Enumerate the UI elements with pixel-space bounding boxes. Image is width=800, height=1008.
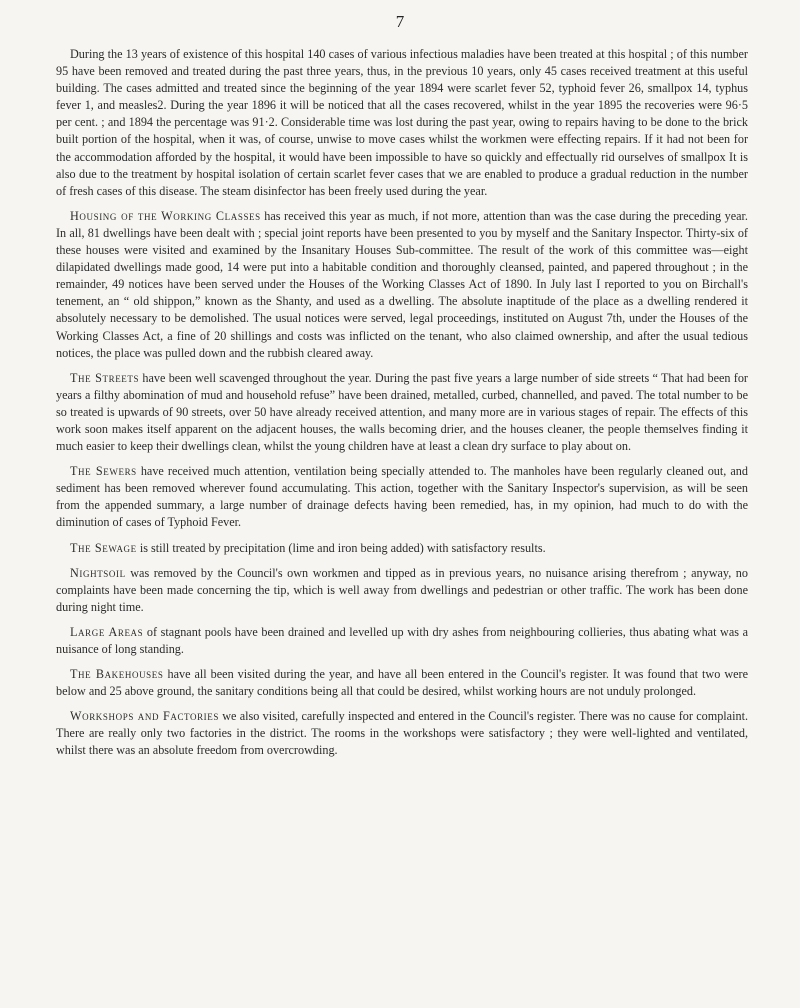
- paragraph-text: was removed by the Council's own workmen and tipped as in previous years, no nuisance arising therefrom ; anyway, no complaints have been made concerning the tip, which is well away from dwellings and pedestrian or other traffic. The work has been done during night time.: [56, 565, 748, 614]
- paragraph-streets: [56, 370, 748, 455]
- paragraph-text: have received much attention, ventilation being specially attended to. The manholes have been regularly cleaned out, and sediment has been removed wherever found accumulating. This action, together with the Sanitary Inspector's supervision, as will be seen from the appended summary, a large number of drainage defects having been remedied, has, in my opinion, had much to do with the diminution of cases of Typhoid Fever.: [56, 464, 748, 530]
- paragraph-lead: Workshops and Factories: [70, 709, 219, 724]
- paragraph-bakehouses: [56, 666, 748, 700]
- paragraph-hospital: [56, 46, 748, 200]
- page-number: 7: [395, 12, 405, 31]
- paragraph-text: have all been visited during the year, and have all been entered in the Council's register. It was found that two were below and 25 above ground, the sanitary conditions being all that could be desired, whilst working hours are not unduly prolonged.: [56, 667, 748, 699]
- paragraph-lead: The Streets: [70, 370, 140, 385]
- paragraph-text: of stagnant pools have been drained and levelled up with dry ashes from neighbouring collieries, thus abating what was a nuisance of long standing.: [56, 624, 748, 656]
- paragraph-text: have been well scavenged throughout the year. During the past five years a large number of side streets “ That had been for years a filthy abomination of mud and household refuse” have been drained, metalled, curbed, channelled, and paved. The total number to be so treated is upwards of 90 streets, over 50 have already received attention, and many more are in various stages of repair. The effects of this work soon makes itself apparent on the adjacent houses, the walls becoming drier, and the houses cleaner, the people themselves finding it much easier to keep their dwellings clean, whilst the young children have at least a clean dry surface to play about on.: [56, 370, 748, 454]
- paragraph-sewers: [56, 463, 748, 531]
- paragraph-sewage: [56, 540, 748, 557]
- paragraph-workshops: [56, 708, 748, 759]
- paragraph-text: has received this year as much, if not more, attention than was the case during the preceding year. In all, 81 dwellings have been dealt with ; special joint reports have been presented to you by myself and the Sanitary Inspector. Thirty-six of these houses were visited and examined by the Insanitary Houses Sub-committee. The result of the work of this committee was—eight dilapidated dwellings made good, 14 were put into a habitable condition and thoroughly cleansed, painted, and papered throughout ; in the remainder, 49 notices have been served under the Houses of the Working Classes Act of 1890. In July last I reported to you on Birchall's tenement, an “ old shippon,” known as the Shanty, and used as a dwelling. The absolute inaptitude of the place as a dwelling rendered it absolutely necessary to be demolished. The usual notices were served, legal proceedings, instituted on August 7th, under the Houses of the Working Classes Act, a fine of 20 shillings and costs was inflicted on the tenant, who also claimed ownership, and after the usual tedious notices, the place was pulled down and the rubbish cleared away.: [56, 208, 748, 360]
- body-text: [56, 46, 748, 768]
- paragraph-text: we also visited, carefully inspected and entered in the Council's register. There was no cause for complaint. There are really only two factories in the district. The rooms in the workshops were satisfactory ; they were well-lighted and ventilated, whilst there was an absolute freedom from overcrowding.: [56, 709, 749, 758]
- paragraph-text: During the 13 years of existence of this hospital 140 cases of various infectious maladies have been treated at this hospital ; of this number 95 have been removed and treated during the past three years, thus, in the previous 10 years, only 45 cases received treatment at this useful building. The cases admitted and treated since the beginning of the year 1894 were scarlet fever 52, typhoid fever 26, smallpox 14, typhus fever 1, and measles2. During the year 1896 it will be noticed that all the cases recovered, whilst in the year 1895 the recoveries were 96·5 per cent. ; and 1894 the percentage was 91·2. Considerable time was lost during the past year, owing to repairs having to be done to the brick built portion of the hospital, when it was, of course, unwise to move cases whilst the workmen were effecting repairs. If it had not been for the accommodation afforded by the hospital, it would have been impossible to have so quickly and effectually rid ourselves of smallpox It is also due to the treatment by hospital isolation of certain scarlet fever cases that we are enabled to produce a gradual reduction in the number of fresh cases of this disease. The steam disinfector has been freely used during the year.: [56, 47, 748, 198]
- paragraph-nightsoil: [56, 565, 748, 616]
- paragraph-lead: Nightsoil: [70, 565, 126, 580]
- paragraph-large-areas: [56, 624, 748, 658]
- paragraph-lead: The Bakehouses: [70, 667, 164, 682]
- paragraph-lead: The Sewage: [70, 540, 137, 555]
- paragraph-lead: Housing of the Working Classes: [70, 208, 261, 223]
- paragraph-text: is still treated by precipitation (lime and iron being added) with satisfactory results.: [136, 540, 546, 555]
- paragraph-housing: [56, 208, 748, 362]
- paragraph-lead: The Sewers: [70, 464, 137, 479]
- paragraph-lead: Large Areas: [70, 624, 144, 639]
